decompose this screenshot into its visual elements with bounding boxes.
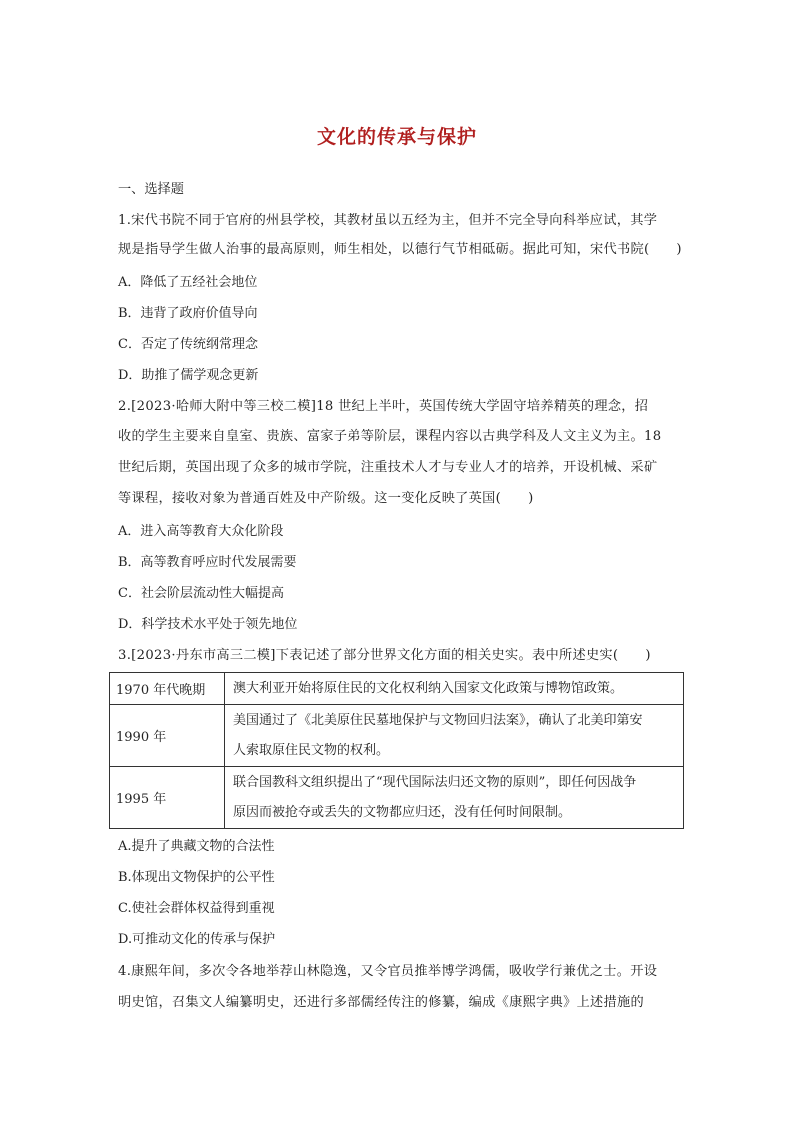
q4-line-2: 明史馆，召集文人编纂明史，还进行多部儒经传注的修纂，编成《康熙字典》上述措施的 <box>118 995 645 1010</box>
q2-option-d: D．科学技术水平处于领先地位 <box>118 617 298 632</box>
table-cell-year: 1990 年 <box>110 705 225 767</box>
table-cell-year: 1995 年 <box>110 767 225 829</box>
q2-line-3: 世纪后期，英国出现了众多的城市学院，注重技术人才与专业人才的培养，开设机械、采矿 <box>118 460 658 475</box>
q2-option-a: A．进入高等教育大众化阶段 <box>118 524 284 539</box>
q2-option-b: B．高等教育呼应时代发展需要 <box>118 555 297 570</box>
q3-line-1: 3.[2023·丹东市高三二模]下表记述了部分世界文化方面的相关史实。表中所述史实( ) <box>118 648 651 663</box>
table-cell-line: 美国通过了《北美原住民墓地保护与文物回归法案》，确认了北美印第安 <box>233 712 643 728</box>
q1-line-2: 规是指导学生做人治事的最高原则，师生相处，以德行气节相砥砺。据此可知，宋代书院( ) <box>118 242 682 257</box>
table-row <box>110 705 684 767</box>
q3-option-a: A.提升了典藏文物的合法性 <box>118 839 275 854</box>
q3-option-c: C.使社会群体权益得到重视 <box>118 901 275 916</box>
table-cell-line: 人索取原住民文物的权利。 <box>233 742 390 758</box>
q1-option-c: C．否定了传统纲常理念 <box>118 337 258 352</box>
q3-option-b: B.体现出文物保护的公平性 <box>118 870 275 885</box>
table-cell-line: 原因而被抢夺或丢失的文物都应归还，没有任何时间限制。 <box>233 804 572 820</box>
page-title: 文化的传承与保护 <box>316 126 477 148</box>
history-facts-table <box>109 672 684 829</box>
table-row <box>110 767 684 829</box>
q1-option-b: B．违背了政府价值导向 <box>118 306 258 321</box>
q2-option-c: C．社会阶层流动性大幅提高 <box>118 586 284 601</box>
table-cell-year: 1970 年代晚期 <box>110 673 225 705</box>
q2-line-2: 收的学生主要来自皇室、贵族、富家子弟等阶层，课程内容以古典学科及人文主义为主。18 <box>118 429 662 444</box>
q1-line-1: 1.宋代书院不同于官府的州县学校，其教材虽以五经为主，但并不完全导向科举应试，其学 <box>118 213 658 228</box>
table-cell-content <box>225 673 684 705</box>
table-cell-content <box>225 767 684 829</box>
q2-line-4: 等课程，接收对象为普通百姓及中产阶级。这一变化反映了英国( ) <box>118 491 534 506</box>
q1-option-d: D．助推了儒学观念更新 <box>118 368 259 383</box>
table-row <box>110 673 684 705</box>
table-cell-line: 联合国教科文组织提出了“现代国际法归还文物的原则”，即任何因战争 <box>233 774 637 790</box>
table-cell-line: 澳大利亚开始将原住民的文化权利纳入国家文化政策与博物馆政策。 <box>233 680 624 696</box>
q2-line-1: 2.[2023·哈师大附中等三校二模]18 世纪上半叶，英国传统大学固守培养精英的理念，招 <box>118 399 649 414</box>
table-cell-content <box>225 705 684 767</box>
section-heading: 一、选择题 <box>118 182 184 197</box>
q1-option-a: A．降低了五经社会地位 <box>118 275 258 290</box>
q4-line-1: 4.康熙年间，多次令各地举荐山林隐逸，又令官员推举博学鸿儒，吸收学行兼优之士。开设 <box>118 964 658 979</box>
q3-option-d: D.可推动文化的传承与保护 <box>118 932 276 947</box>
